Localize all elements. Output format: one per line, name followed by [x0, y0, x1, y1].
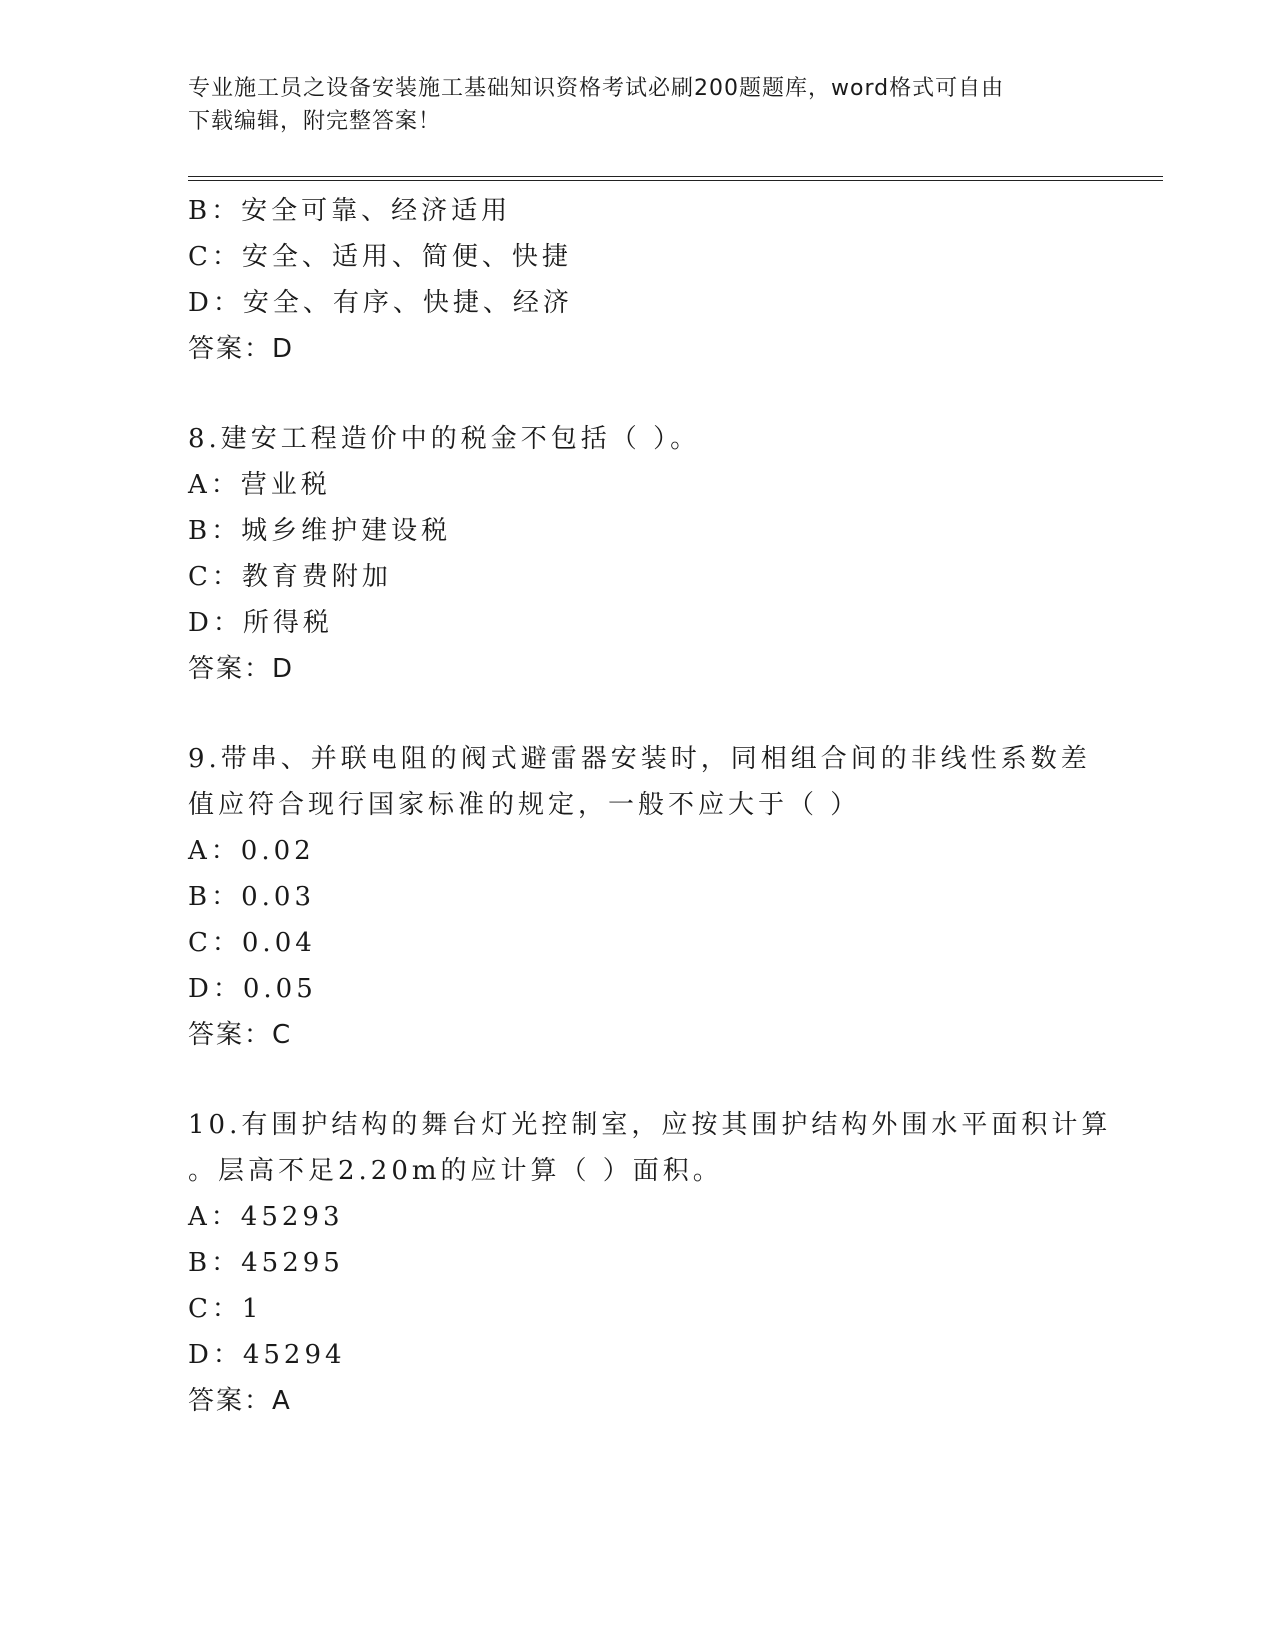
header-line-1: 专业施工员之设备安装施工基础知识资格考试必刷200题题库，word格式可自由 [188, 76, 1005, 101]
document-header [188, 72, 1068, 138]
question-8 [188, 416, 1163, 692]
question-text-line-1: 10.有围护结构的舞台灯光控制室，应按其围护结构外围水平面积计算 [188, 1110, 1112, 1140]
option-b: B：45295 [188, 1248, 344, 1278]
question-text-line-2: 。层高不足2.20m的应计算（ ）面积。 [188, 1156, 723, 1186]
option-a: A：0.02 [188, 836, 315, 866]
option-d: D：45294 [188, 1340, 346, 1370]
option-c: C：1 [188, 1294, 263, 1324]
header-divider [188, 176, 1163, 181]
question-text-line-2: 值应符合现行国家标准的规定，一般不应大于（ ） [188, 790, 861, 820]
question-text-line-1: 9.带串、并联电阻的阀式避雷器安装时，同相组合间的非线性系数差 [188, 744, 1091, 774]
answer: 答案：D [188, 654, 295, 684]
answer: 答案：C [188, 1020, 293, 1050]
question-9 [188, 736, 1163, 1058]
question-list [188, 188, 1163, 1424]
option-d: D：安全、有序、快捷、经济 [188, 288, 573, 318]
option-c: C：教育费附加 [188, 562, 392, 592]
option-a: A：45293 [188, 1202, 344, 1232]
option-b: B：安全可靠、经济适用 [188, 196, 512, 226]
answer: 答案：A [188, 1386, 292, 1416]
answer: 答案：D [188, 334, 295, 364]
option-b: B：0.03 [188, 882, 315, 912]
question-10 [188, 1102, 1163, 1424]
option-d: D：所得税 [188, 608, 333, 638]
question-7-continued [188, 188, 1163, 372]
option-d: D：0.05 [188, 974, 317, 1004]
option-b: B：城乡维护建设税 [188, 516, 452, 546]
option-c: C：0.04 [188, 928, 316, 958]
question-text: 8.建安工程造价中的税金不包括（ ）。 [188, 424, 701, 454]
option-c: C：安全、适用、简便、快捷 [188, 242, 572, 272]
option-a: A：营业税 [188, 470, 331, 500]
header-line-2: 下载编辑，附完整答案！ [188, 109, 442, 134]
